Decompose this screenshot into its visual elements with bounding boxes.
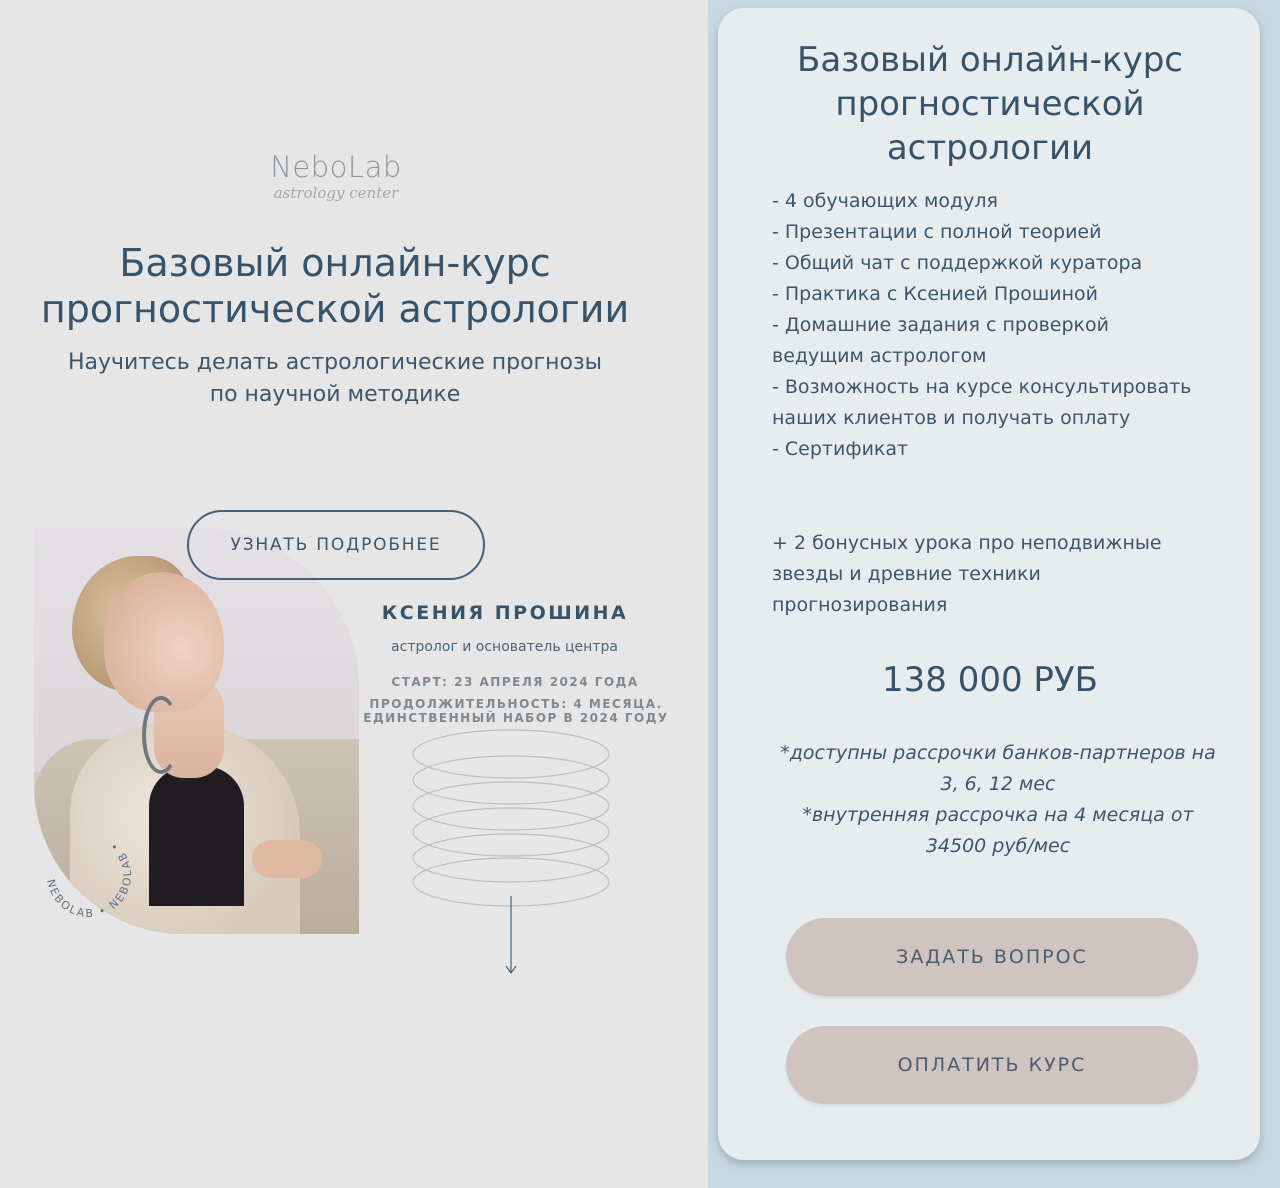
installments-line-3: 34500 руб/мес	[925, 835, 1071, 857]
author-role: астролог и основатель центра	[391, 639, 618, 655]
circular-logo-text	[34, 820, 144, 930]
ring-text-path: NEBOLAB • NEBOLAB •	[44, 838, 135, 921]
feature-item: - Практика с Ксенией Прошиной	[772, 283, 1098, 305]
feature-item: - Домашние задания с проверкой ведущим астрологом	[772, 314, 1109, 367]
features-list	[772, 186, 1192, 465]
ask-question-button[interactable]: ЗАДАТЬ ВОПРОС	[786, 918, 1198, 996]
logo-subtitle: astrology center	[273, 184, 399, 202]
installments-info	[770, 738, 1226, 862]
feature-item: - Общий чат с поддержкой куратора	[772, 252, 1143, 274]
svg-text:NEBOLAB • NEBOLAB •	[44, 838, 134, 920]
logo	[236, 150, 436, 202]
installments-line-1: *доступны рассрочки банков-партнеров на 3, 6, 12 мес	[780, 742, 1216, 795]
installments-line-2: *внутренняя рассрочка на 4 месяца от	[802, 804, 1194, 826]
hero-subtitle: Научитесь делать астрологические прогнозы по научной методике	[67, 350, 603, 407]
learn-more-button[interactable]: УЗНАТЬ ПОДРОБНЕЕ	[187, 510, 485, 580]
logo-name: NeboLab	[270, 150, 402, 184]
feature-item: - Презентации с полной теорией	[772, 221, 1102, 243]
spiral-decoration	[408, 728, 614, 978]
feature-item: - 4 обучающих модуля	[772, 190, 998, 212]
feature-item: - Возможность на курсе консультировать наших клиентов и получать оплату	[772, 376, 1192, 429]
course-duration: ПРОДОЛЖИТЕЛЬНОСТЬ: 4 МЕСЯЦА. ЕДИНСТВЕННЫЙ НАБОР В 2024 ГОДУ	[363, 697, 669, 725]
price: 138 000 РУБ	[882, 660, 1098, 700]
bonus-text: + 2 бонусных урока про неподвижные звезды и древние техники прогнозирования	[772, 532, 1162, 616]
author-name: КСЕНИЯ ПРОШИНА	[381, 602, 629, 624]
card-title: Базовый онлайн-курс прогностической астрологии	[797, 40, 1183, 168]
feature-item: - Сертификат	[772, 438, 909, 460]
hero-title: Базовый онлайн-курс прогностической астрологии	[40, 241, 630, 331]
start-date: СТАРТ: 23 АПРЕЛЯ 2024 ГОДА	[391, 675, 639, 689]
pay-course-button[interactable]: ОПЛАТИТЬ КУРС	[786, 1026, 1198, 1104]
